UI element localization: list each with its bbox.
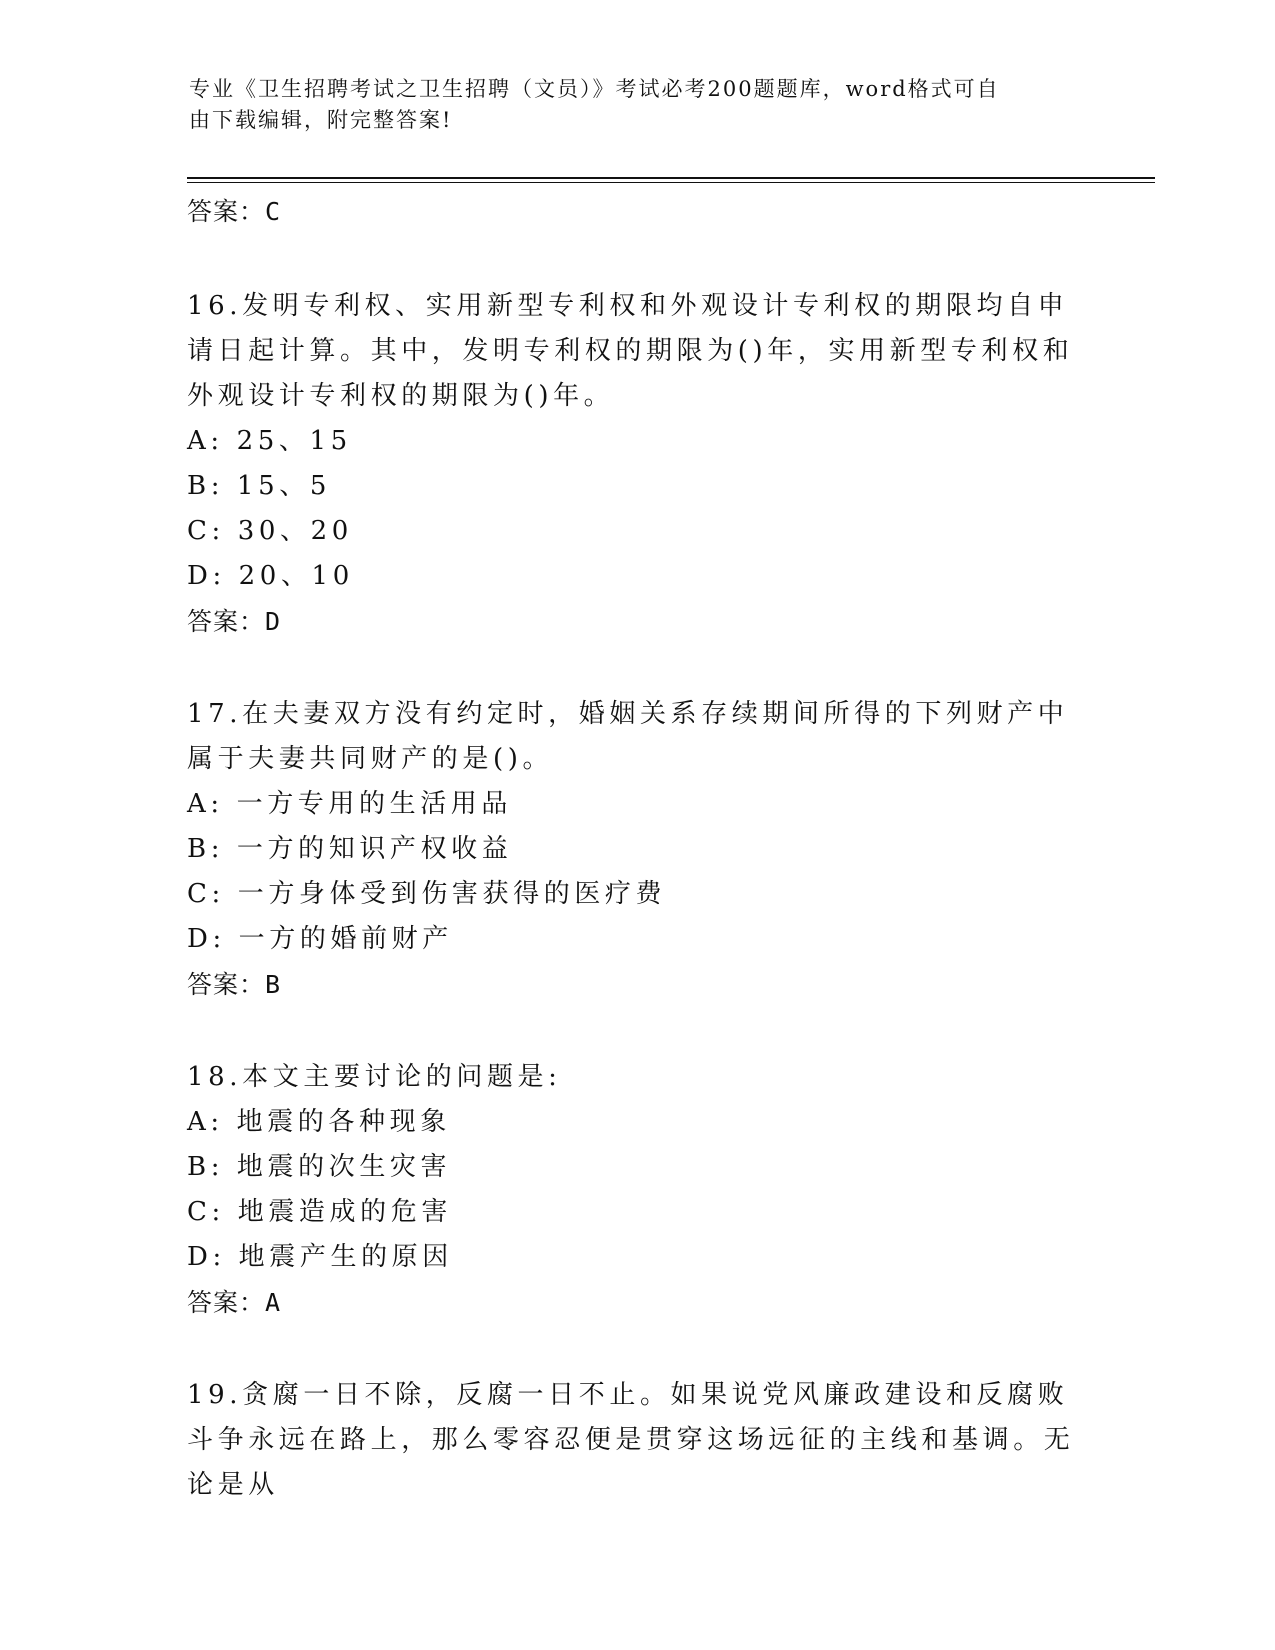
question-18-text: 18.本文主要讨论的问题是: [187,1062,562,1092]
header-rule-thick [187,177,1155,179]
question-16-option-a: A: 25、15 [187,426,352,456]
question-16-answer [187,599,1087,645]
answer-value: D [265,607,282,636]
question-17-option-a: A: 一方专用的生活用品 [187,789,513,819]
answer-label: 答案： [187,970,266,999]
question-17-option-c: C: 一方身体受到伤害获得的医疗费 [187,879,667,909]
question-16-option-b: B: 15、5 [187,471,331,501]
question-19-text: 19.贪腐一日不除，反腐一日不止。如果说党风廉政建设和反腐败斗争永远在路上，那么零容忍便是贯穿这场远征的主线和基调。无论是从 [187,1380,1075,1500]
answer-value: A [265,1288,282,1317]
document-header [189,74,1069,136]
previous-answer [187,189,1087,235]
question-16-option-c: C: 30、20 [187,516,353,546]
answer-label: 答案： [187,1288,266,1317]
question-list [187,189,1087,1508]
question-18-option-a: A: 地震的各种现象 [187,1107,451,1137]
header-line-2: 由下载编辑，附完整答案! [189,108,453,132]
answer-value: C [265,197,282,226]
answer-label: 答案： [187,197,266,226]
question-17-option-d: D: 一方的婚前财产 [187,924,453,954]
question-17-text: 17.在夫妻双方没有约定时，婚姻关系存续期间所得的下列财产中属于夫妻共同财产的是()。 [187,699,1069,774]
question-18-option-c: C: 地震造成的危害 [187,1197,452,1227]
answer-value: B [265,970,282,999]
question-18-option-d: D: 地震产生的原因 [187,1242,453,1272]
question-18-option-b: B: 地震的次生灾害 [187,1152,452,1182]
question-16-option-d: D: 20、10 [187,561,354,591]
header-rule-thin [187,182,1155,183]
question-17-option-b: B: 一方的知识产权收益 [187,834,513,864]
question-18-answer [187,1280,1087,1326]
question-17-answer [187,962,1087,1008]
question-16-text: 16.发明专利权、实用新型专利权和外观设计专利权的期限均自申请日起计算。其中，发明专利权的期限为()年，实用新型专利权和外观设计专利权的期限为()年。 [187,291,1074,411]
header-line-1: 专业《卫生招聘考试之卫生招聘（文员）》考试必考200题题库，word格式可自 [189,77,1000,101]
answer-label: 答案： [187,607,266,636]
